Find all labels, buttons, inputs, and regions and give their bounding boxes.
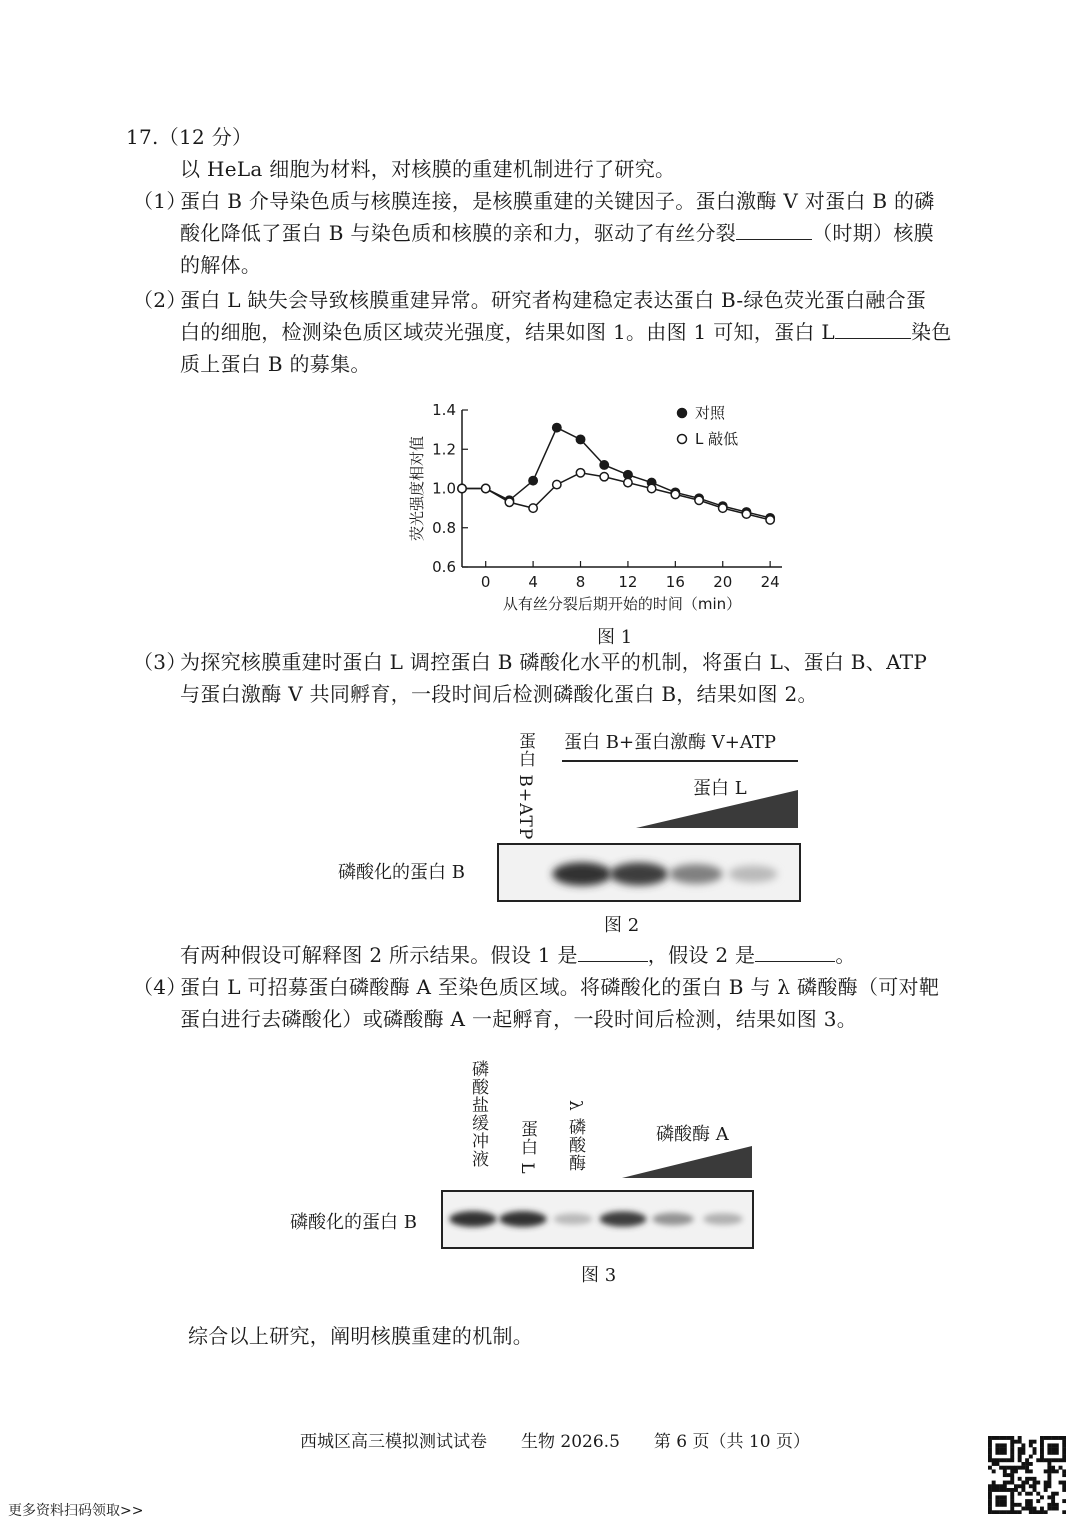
figure1-legend [678, 404, 739, 448]
figure1-point [766, 516, 774, 524]
answer-blank-3[interactable] [578, 939, 648, 962]
figure2-gradient-wedge [636, 788, 800, 830]
figure3-blot [441, 1190, 755, 1250]
figure2-row-label: 磷酸化的蛋白 B [338, 862, 465, 883]
figure1-point [647, 484, 655, 492]
figure1-x-tick-label: 20 [713, 573, 733, 591]
figure3-caption: 图 3 [581, 1265, 617, 1286]
figure2-blot [497, 843, 802, 903]
answer-blank-4[interactable] [755, 939, 835, 962]
figure1-y-tick-label: 1.4 [432, 401, 456, 419]
figure1-point [600, 473, 608, 481]
figure3-lane-label-buffer: 磷酸盐缓冲液 [468, 1060, 488, 1168]
part3-line2: 与蛋白激酶 V 共同孵育，一段时间后检测磷酸化蛋白 B，结果如图 2。 [180, 682, 818, 706]
figure1-point [553, 423, 561, 431]
blot-band [610, 862, 669, 885]
figure1-point [505, 498, 513, 506]
part2-line2 [180, 316, 952, 348]
figure2-group-line [562, 760, 798, 762]
part1-line2 [180, 217, 934, 249]
blot-band [729, 866, 778, 883]
figure1-point [553, 480, 561, 488]
blot-band [652, 1213, 693, 1225]
figure1-point [695, 496, 703, 504]
figure1-legend-label: L 敲低 [695, 430, 739, 448]
part2-line2-text: 白的细胞，检测染色质区域荧光强度，结果如图 1。由图 1 可知，蛋白 L [180, 320, 835, 344]
part2-line3: 质上蛋白 B 的募集。 [180, 352, 371, 376]
page-footer: 西城区高三模拟测试试卷 生物 2026.5 第 6 页（共 10 页） [300, 1432, 810, 1452]
figure3-lane-label-lambda: λ 磷酸酶 [565, 1100, 585, 1173]
figure3-gradient-label: 磷酸酶 A [656, 1124, 729, 1145]
summary-question: 综合以上研究，阐明核膜重建的机制。 [188, 1324, 534, 1348]
blot-band [600, 1211, 647, 1226]
more-resources-link[interactable]: 更多资料扫码领取>> [8, 1503, 144, 1519]
figure1-legend-marker [678, 435, 687, 444]
figure1-point [529, 476, 537, 484]
figure1-point [671, 490, 679, 498]
figure1-y-tick-label: 0.6 [432, 558, 456, 576]
part1-line2-tail: （时期）核膜 [812, 221, 934, 245]
question-intro: 以 HeLa 细胞为材料，对核膜的重建机制进行了研究。 [180, 157, 676, 181]
figure1-x-tick-label: 24 [760, 573, 780, 591]
part2-line2-tail: 染色 [910, 320, 952, 344]
figure1-y-tick-label: 0.8 [432, 518, 456, 537]
blot-band [554, 1213, 593, 1224]
part2-label: （2） [133, 288, 187, 312]
figure1-point [742, 510, 750, 518]
hypothesis-text-1: 有两种假设可解释图 2 所示结果。假设 1 是 [180, 943, 578, 967]
question-number: 17.（12 分） [126, 125, 253, 149]
figure1-point [624, 478, 632, 486]
figure1-point [529, 504, 537, 512]
figure1-point [719, 504, 727, 512]
figure1-caption: 图 1 [597, 627, 633, 648]
answer-blank-2[interactable] [835, 316, 911, 339]
figure1-point [576, 469, 584, 477]
part3-hypotheses [180, 939, 856, 971]
figure1-x-tick-label: 0 [480, 573, 491, 591]
figure2-gradient-label: 蛋白 L [693, 778, 747, 799]
part1-line1: 蛋白 B 介导染色质与核膜连接，是核膜重建的关键因子。蛋白激酶 V 对蛋白 B 的磷 [180, 189, 935, 213]
figure1-x-tick-label: 12 [618, 573, 638, 591]
figure1-legend-marker [678, 409, 687, 418]
blot-band [669, 864, 722, 884]
figure1-x-axis-label: 从有丝分裂后期开始的时间（min） [502, 595, 742, 613]
figure1-x-tick-label: 16 [665, 573, 685, 591]
figure1-chart [390, 395, 810, 625]
figure1-y-tick-label: 1.2 [432, 440, 456, 459]
part1-line2-text: 酸化降低了蛋白 B 与染色质和核膜的亲和力，驱动了有丝分裂 [180, 221, 737, 245]
part4-label: （4） [133, 975, 187, 999]
part4-line2: 蛋白进行去磷酸化）或磷酸酶 A 一起孵育，一段时间后检测，结果如图 3。 [180, 1007, 858, 1031]
figure1-point [576, 435, 584, 443]
answer-blank-1[interactable] [736, 217, 812, 240]
figure2-group-label: 蛋白 B+蛋白激酶 V+ATP [564, 732, 776, 753]
part3-label: （3） [133, 650, 187, 674]
part3-line1: 为探究核膜重建时蛋白 L 调控蛋白 B 磷酸化水平的机制，将蛋白 L、蛋白 B、ATP [180, 650, 928, 674]
hypothesis-text-2: ，假设 2 是 [647, 943, 756, 967]
figure2-caption: 图 2 [604, 915, 640, 936]
blot-band [552, 862, 611, 886]
figure3-lane-label-protein-l: 蛋白 L [517, 1120, 537, 1175]
part2-line1: 蛋白 L 缺失会导致核膜重建异常。研究者构建稳定表达蛋白 B-绿色荧光蛋白融合蛋 [180, 288, 927, 312]
figure2-lane1-label: 蛋白 B+ATP [515, 732, 535, 841]
figure1-point [600, 461, 608, 469]
figure1-legend-label: 对照 [695, 404, 726, 422]
blot-band [499, 1211, 546, 1227]
figure1-y-tick-label: 1.0 [432, 479, 456, 498]
figure3-row-label: 磷酸化的蛋白 B [290, 1212, 417, 1233]
hypothesis-text-3: 。 [835, 943, 856, 967]
figure1-y-axis-label: 荧光强度相对值 [408, 435, 426, 542]
figure1-x-tick-label: 4 [528, 573, 538, 591]
part1-label: （1） [133, 189, 187, 213]
blot-band [449, 1211, 496, 1227]
figure3-gradient-wedge [622, 1144, 754, 1180]
figure1-x-tick-label: 8 [575, 573, 586, 591]
figure1-point [458, 484, 466, 492]
blot-band [703, 1213, 743, 1225]
figure1-point [482, 484, 490, 492]
qr-code-icon[interactable] [988, 1436, 1066, 1514]
part4-line1: 蛋白 L 可招募蛋白磷酸酶 A 至染色质区域。将磷酸化的蛋白 B 与 λ 磷酸酶（可对靶 [180, 975, 940, 999]
part1-line3: 的解体。 [180, 253, 262, 277]
